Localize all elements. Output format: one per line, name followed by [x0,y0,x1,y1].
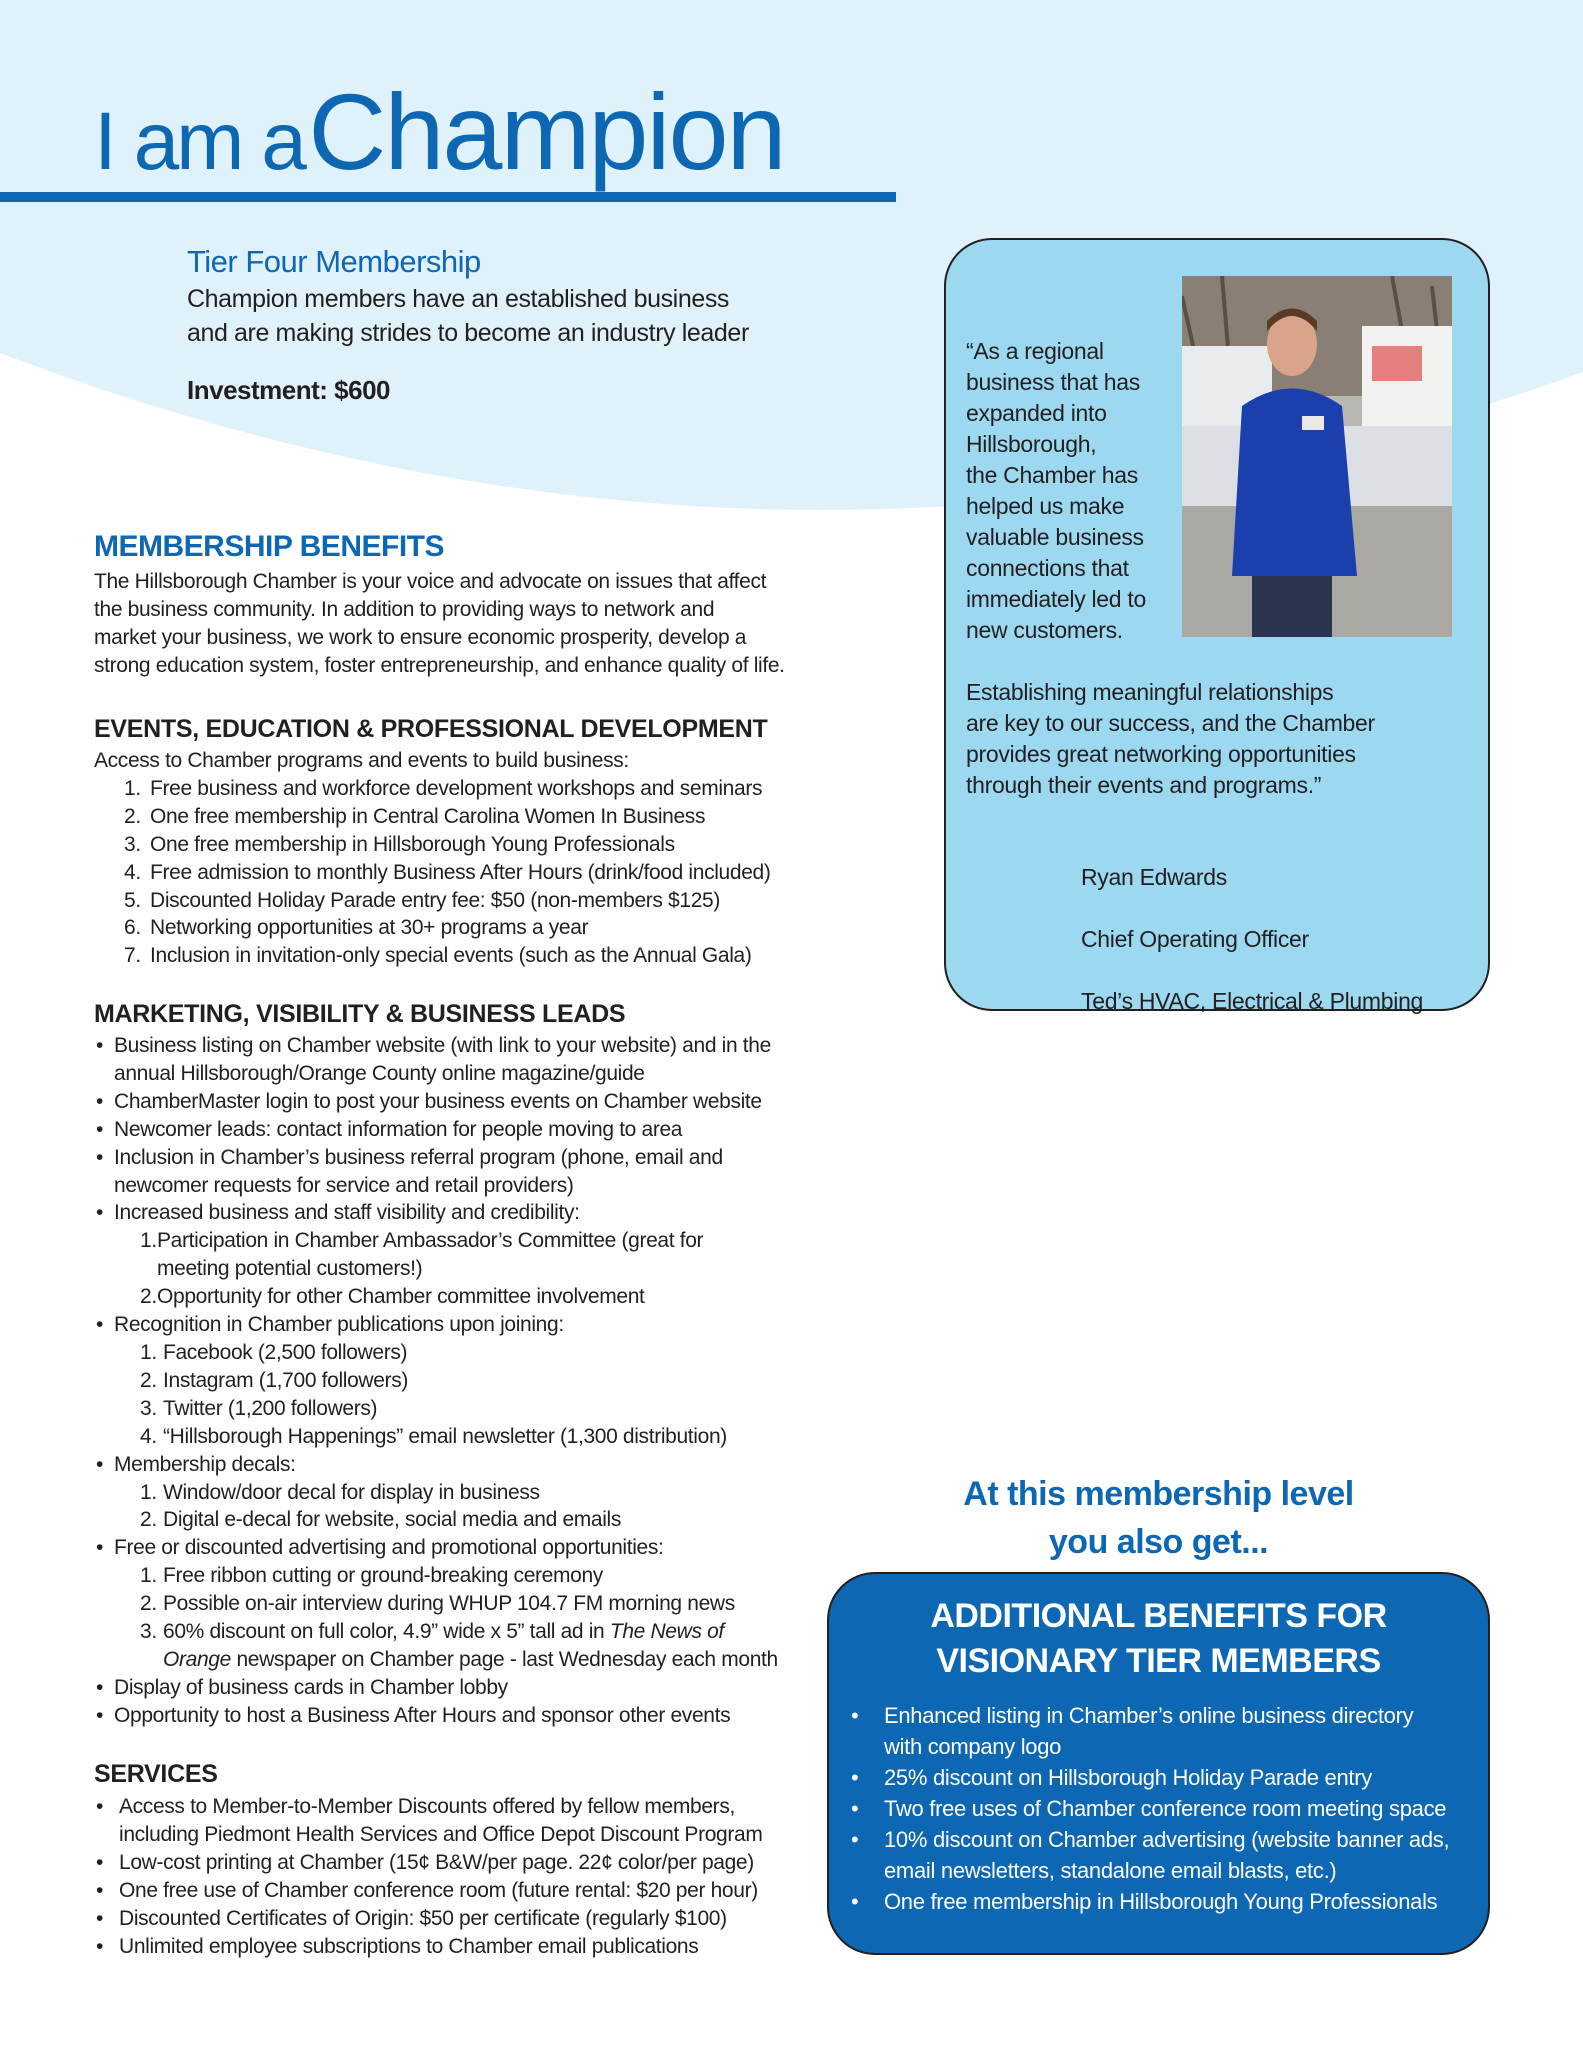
item-text: Twitter (1,200 followers) [163,1396,378,1420]
item-text: One free use of Chamber conference room (future rental: $20 per hour) [119,1878,758,1902]
services-list-item [94,1905,874,1933]
item-text: Facebook (2,500 followers) [163,1340,408,1364]
bullet-icon: • [851,1827,859,1852]
list-number: 1. [140,1564,157,1588]
item-text: Two free uses of Chamber conference room meeting space [884,1796,1447,1821]
testimonial-quote-2: Establishing meaningful relationships are key to our success, and the Chamber provides great networking opportunities through their events and programs.” [966,679,1375,798]
title-underline [0,192,896,202]
marketing-sub-item [94,1590,874,1618]
marketing-list-item [94,1674,874,1702]
item-text: Opportunity for other Chamber committee involvement [157,1285,645,1309]
bullet-icon: • [96,1703,104,1727]
testimonial-quote-1: “As a regional business that has expanded into Hillsborough, the Chamber has helped us make valuable business connections that immediately led to new customers. [966,338,1146,643]
item-text: Free ribbon cutting or ground-breaking ceremony [163,1564,603,1588]
marketing-list-item [94,1702,874,1730]
title-prefix: I am a [94,96,304,187]
marketing-list-item [94,1311,874,1339]
list-number: 3. [140,1396,157,1420]
list-number: 3. [140,1620,157,1644]
events-list-item [94,803,874,831]
list-number: 2. [140,1508,157,1532]
bullet-icon: • [851,1796,859,1821]
events-heading: EVENTS, EDUCATION & PROFESSIONAL DEVELOPMENT [94,715,768,743]
item-text: Instagram (1,700 followers) [163,1368,408,1392]
bullet-icon: • [96,1850,104,1874]
item-text: Low-cost printing at Chamber (15¢ B&W/per page. 22¢ color/per page) [119,1850,754,1874]
bullet-icon: • [96,1201,104,1225]
item-text: Inclusion in Chamber’s business referral program (phone, email and newcomer requests for service and retail providers) [114,1145,723,1197]
services-list-item [94,1849,874,1877]
marketing-sub-item [94,1227,874,1283]
testimonial-photo [1182,276,1452,637]
item-text: 10% discount on Chamber advertising (website banner ads, email newsletters, standalone email blasts, etc.) [884,1827,1450,1883]
list-number: 5. [124,888,141,912]
item-text: Free or discounted advertising and promotional opportunities: [114,1536,664,1560]
bullet-icon: • [96,1906,104,1930]
item-text: One free membership in Hillsborough Young Professionals [150,832,675,856]
list-number: 2. [140,1592,157,1616]
item-text: Membership decals: [114,1452,296,1476]
item-text: Display of business cards in Chamber lobby [114,1675,508,1699]
marketing-list-item [94,1116,874,1144]
bullet-icon: • [96,1313,104,1337]
testimonial-company: Ted’s HVAC, Electrical & Plumbing [1081,988,1424,1014]
item-text-italic1: The News of [609,1620,724,1644]
item-text: Possible on-air interview during WHUP 104.7 FM morning news [163,1592,735,1616]
list-number: 4. [124,860,141,884]
bullet-icon: • [96,1117,104,1141]
list-number: 1. [124,776,141,800]
services-heading: SERVICES [94,1760,218,1788]
item-text: Participation in Chamber Ambassador’s Committee (great for meeting potential customers!) [157,1229,704,1281]
item-text: Window/door decal for display in business [163,1480,540,1504]
events-list [94,775,874,970]
bullet-icon: • [96,1675,104,1699]
investment-price: Investment: $600 [187,375,390,405]
item-text-before: 60% discount on full color, 4.9” wide x 5” tall ad in [163,1620,610,1644]
item-text: One free membership in Central Carolina Women In Business [150,804,706,828]
item-text-italic2: Orange [163,1647,231,1671]
list-number: 6. [124,916,141,940]
marketing-list-item [94,1451,874,1479]
additional-benefits-list [829,1700,1449,1917]
item-text: Opportunity to host a Business After Hours and sponsor other events [114,1703,731,1727]
item-text: Discounted Holiday Parade entry fee: $50 (non-members $125) [150,888,721,912]
events-intro: Access to Chamber programs and events to build business: [94,749,629,772]
marketing-list-item [94,1534,874,1562]
upsell-lead: At this membership level you also get... [963,1475,1354,1561]
bullet-icon: • [851,1765,859,1790]
list-number: 2. [140,1285,157,1309]
events-list-item [94,942,874,970]
page-title [94,71,785,192]
testimonial-attribution [1081,831,1423,1048]
item-text: Unlimited employee subscriptions to Chamber email publications [119,1934,699,1958]
item-text: Increased business and staff visibility and credibility: [114,1201,580,1225]
additional-benefit-item [829,1886,1449,1917]
marketing-sub-item [94,1339,874,1367]
marketing-sub-item [94,1367,874,1395]
additional-benefits-heading: ADDITIONAL BENEFITS FOR VISIONARY TIER MEMBERS [930,1597,1387,1680]
list-number: 4. [140,1424,157,1448]
bullet-icon: • [96,1145,104,1169]
tier-description: Champion members have an established business and are making strides to become an industry leader [187,285,749,347]
marketing-list-item [94,1144,874,1200]
testimonial-role: Chief Operating Officer [1081,926,1309,952]
bullet-icon: • [96,1795,104,1818]
marketing-sub-item [94,1395,874,1423]
marketing-sub-item [94,1283,874,1311]
item-text: Newcomer leads: contact information for people moving to area [114,1117,683,1141]
events-list-item [94,831,874,859]
events-section [94,747,874,970]
item-text: Digital e-decal for website, social media and emails [163,1508,622,1532]
item-text: Enhanced listing in Chamber’s online business directory with company logo [884,1703,1414,1759]
list-number: 1. [140,1229,157,1253]
list-number: 1. [140,1340,157,1364]
events-list-item [94,887,874,915]
item-text: “Hillsborough Happenings” email newsletter (1,300 distribution) [163,1424,727,1448]
bullet-icon: • [96,1934,104,1958]
item-text-after: newspaper on Chamber page - last Wednesday each month [230,1647,778,1671]
list-number: 3. [124,832,141,856]
additional-benefit-item [829,1793,1449,1824]
item-text: Business listing on Chamber website (with link to your website) and in the annual Hillsborough/Orange County online magazine/guide [114,1034,771,1085]
events-list-item [94,914,874,942]
list-number: 2. [124,804,141,828]
benefits-intro: The Hillsborough Chamber is your voice and advocate on issues that affect the business community. In addition to providing ways to network and market your business, we work to ensure economic prosperity, develop a strong education system, foster entrepreneurship, and enhance quality of life. [94,570,785,677]
additional-benefit-item [829,1824,1449,1886]
list-number: 1. [140,1480,157,1504]
marketing-sub-item [94,1618,874,1674]
item-text: Inclusion in invitation-only special events (such as the Annual Gala) [150,944,752,968]
tier-name: Tier Four Membership [187,244,481,279]
marketing-list [94,1032,874,1730]
item-text: Free business and workforce development workshops and seminars [150,776,763,800]
marketing-list-item [94,1032,874,1088]
item-text: ChamberMaster login to post your business events on Chamber website [114,1089,762,1113]
marketing-sub-item [94,1423,874,1451]
marketing-list-item [94,1088,874,1116]
item-text: Free admission to monthly Business After Hours (drink/food included) [150,860,771,884]
bullet-icon: • [96,1034,104,1057]
bullet-icon: • [96,1089,104,1113]
title-main: Champion [308,71,785,192]
item-text: Networking opportunities at 30+ programs a year [150,916,589,940]
additional-benefit-item [829,1762,1449,1793]
bullet-icon: • [96,1878,104,1902]
additional-benefits-box [827,1572,1490,1955]
benefits-heading: MEMBERSHIP BENEFITS [94,530,444,563]
bullet-icon: • [96,1536,104,1560]
marketing-sub-item [94,1562,874,1590]
bullet-icon: • [96,1452,104,1476]
marketing-heading: MARKETING, VISIBILITY & BUSINESS LEADS [94,1000,626,1028]
item-text: One free membership in Hillsborough Young Professionals [884,1889,1438,1914]
item-text: Recognition in Chamber publications upon joining: [114,1313,564,1337]
events-list-item [94,859,874,887]
testimonial-name: Ryan Edwards [1081,864,1227,890]
item-text: Access to Member-to-Member Discounts offered by fellow members, including Piedmont Health Services and Office Depot Discount Program [119,1795,763,1846]
events-list-item [94,775,874,803]
marketing-list-item [94,1199,874,1227]
bullet-icon: • [851,1889,859,1914]
list-number: 2. [140,1368,157,1392]
marketing-sub-item [94,1506,874,1534]
item-text: 25% discount on Hillsborough Holiday Parade entry [884,1765,1372,1790]
list-number: 7. [124,944,141,968]
additional-benefit-item [829,1700,1449,1762]
services-list [94,1793,874,1960]
marketing-sub-item [94,1479,874,1507]
bullet-icon: • [851,1703,859,1728]
services-list-item [94,1877,874,1905]
item-text: Discounted Certificates of Origin: $50 per certificate (regularly $100) [119,1906,727,1930]
services-list-item [94,1793,874,1849]
services-list-item [94,1933,874,1961]
